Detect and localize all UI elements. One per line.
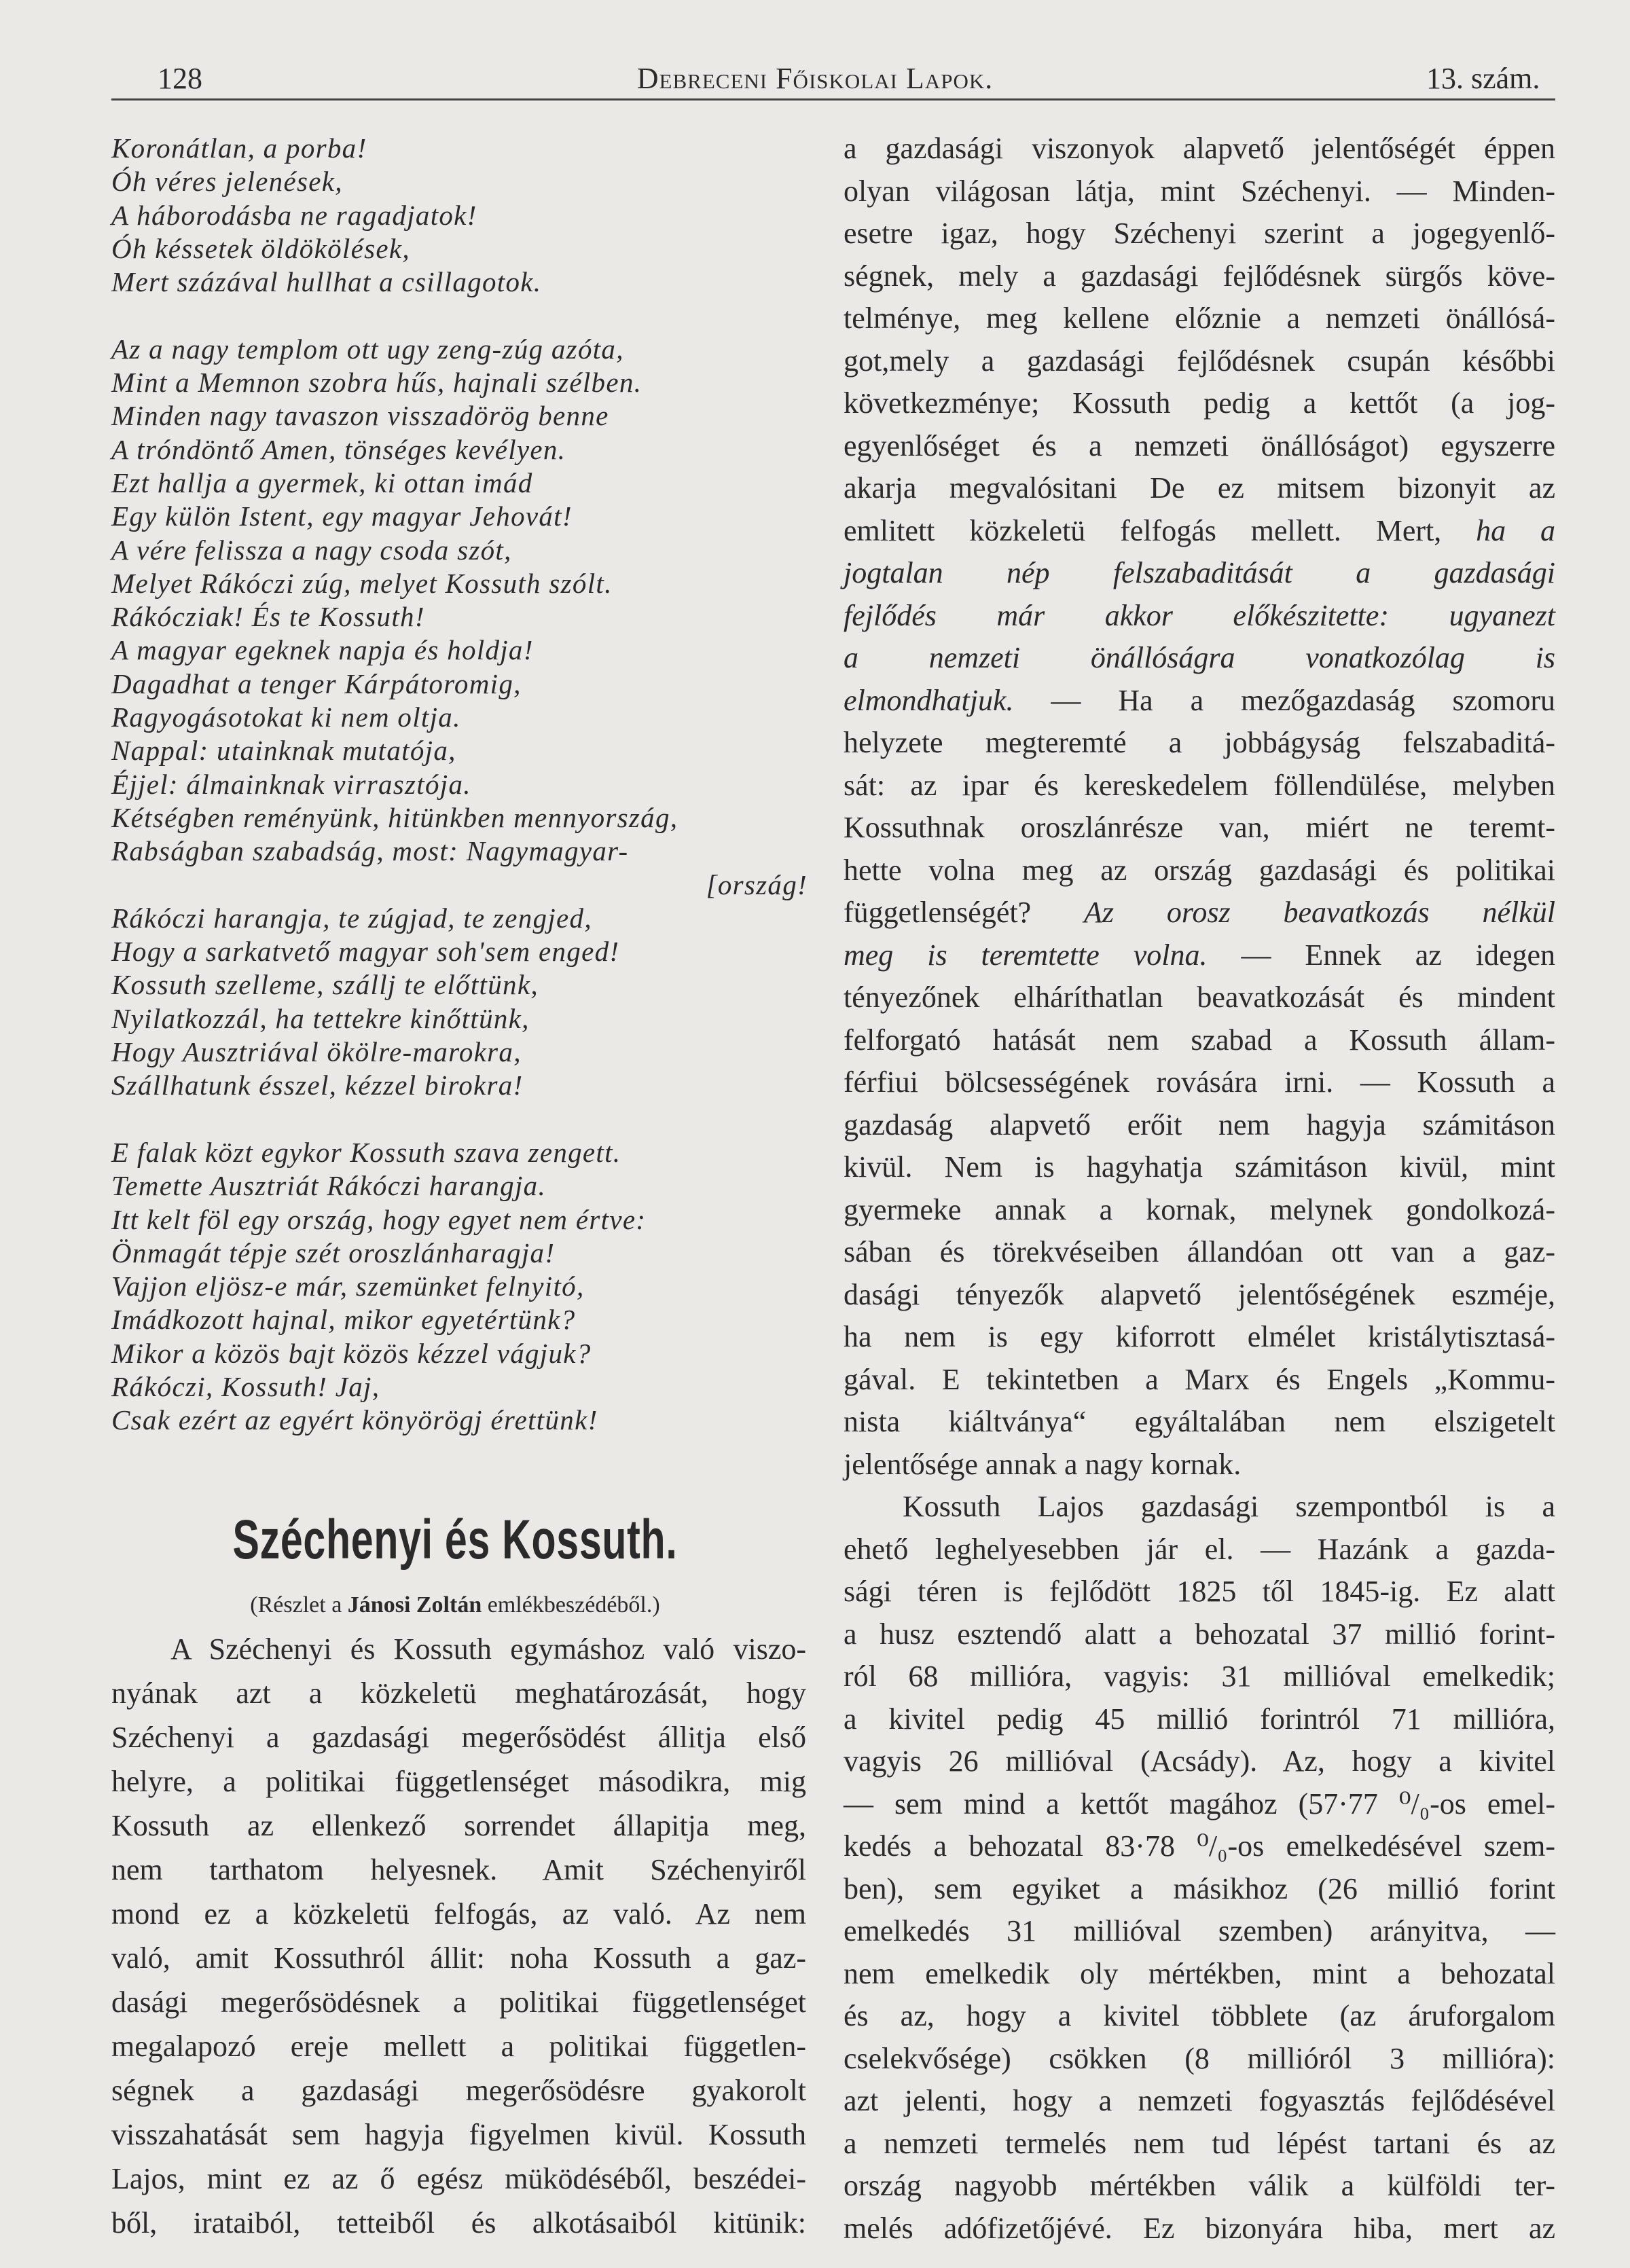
header-rule xyxy=(111,98,1555,100)
text-line: visszahatását sem hagyja figyelmen kivül. Kossuth xyxy=(111,2118,806,2151)
poem-line: Mikor a közös bajt közös kézzel vágjuk? xyxy=(111,1337,592,1369)
poem-line: Óh késsetek öldökölések, xyxy=(111,232,410,264)
text-line xyxy=(844,892,1555,934)
text-line: cselekvősége) csökken (8 millióról 3 millióra): xyxy=(844,2041,1555,2075)
text-line: a nemzeti termelés nem tud lépést tartani és az xyxy=(844,2126,1555,2160)
text-line: ország nagyobb mértékben válik a külföldi ter- xyxy=(844,2169,1555,2202)
poem-line: Kétségben reményünk, hitünkben mennyország, xyxy=(111,801,678,833)
text-line: gazdaság alapvető erőit nem hagyja számitáson xyxy=(844,1108,1555,1141)
text-line: ségnek a gazdasági megerősödésre gyakorolt xyxy=(111,2074,806,2107)
journal-title: Debreceni Főiskolai Lapok. xyxy=(636,62,994,95)
text-line: ról 68 millióra, vagyis: 31 millióval emelkedik; xyxy=(844,1660,1555,1693)
poem-line: A háborodásba ne ragadjatok! xyxy=(111,199,477,231)
poem-line: Ezt hallja a gyermek, ki ottan imád xyxy=(111,467,533,498)
text-line: kedés a behozatal 83·78 ⁰/₀-os emelkedésével szem- xyxy=(844,1829,1555,1863)
text-line: Kossuthnak oroszlánrésze van, miért ne teremt- xyxy=(844,811,1555,844)
poem-line: Vajjon eljösz-e már, szemünket felnyitó, xyxy=(111,1270,585,1302)
text-line: emelkedés 31 millióval szemben) arányitva, — xyxy=(844,1914,1555,1947)
text-line xyxy=(844,595,1555,638)
text-line: — sem mind a kettőt magához (57·77 ⁰/₀-os emel- xyxy=(844,1787,1555,1821)
poem-line: A magyar egeknek napja és holdja! xyxy=(111,634,534,666)
emphasized-text: elmondhatjuk. xyxy=(844,683,1014,717)
poem-line: E falak közt egykor Kossuth szava zengett. xyxy=(111,1136,621,1168)
poem-line: [ország! xyxy=(706,868,808,900)
poem-line: Hogy a sarkatvető magyar soh'sem enged! xyxy=(111,936,620,968)
text-line: sában és törekvéseiben állandóan ott van a gaz- xyxy=(844,1235,1555,1268)
text-line: melés adófizetőjévé. Ez bizonyára hiba, mert az xyxy=(844,2211,1555,2245)
poem-line: Óh véres jelenések, xyxy=(111,166,343,198)
stanza-break xyxy=(111,1103,831,1136)
text-line: Kossuth Lajos gazdasági szempontból is a xyxy=(903,1490,1555,1523)
text-line: jelentősége annak a nagy kornak. xyxy=(844,1447,1242,1481)
poem-line: Temette Ausztriát Rákóczi harangja. xyxy=(111,1170,546,1202)
poem-line: Mert százával hullhat a csillagotok. xyxy=(111,266,542,298)
text-line: kivül. Nem is hagyhatja számitáson kivül, mint xyxy=(844,1150,1555,1184)
poem-line: Rákóczi, Kossuth! Jaj, xyxy=(111,1370,380,1402)
poem-line: Kossuth szelleme, szállj te előttünk, xyxy=(111,969,539,1001)
text-line: ehető leghelyesebben jár el. — Hazánk a gazda- xyxy=(844,1532,1555,1566)
text-line: ségnek, mely a gazdasági fejlődésnek sürgős köve- xyxy=(844,259,1555,293)
emphasized-text: jogtalan nép felszabaditását a gazdasági xyxy=(844,556,1555,589)
text-line: a gazdasági viszonyok alapvető jelentőségét éppen xyxy=(844,132,1555,165)
text-line: ben), sem egyiket a másikhoz (26 millió forint xyxy=(844,1871,1555,1905)
author-name: Jánosi Zoltán xyxy=(347,1592,482,1617)
poem-line: Itt kelt föl egy ország, hogy egyet nem értve: xyxy=(111,1203,647,1235)
poem-line: A tróndöntő Amen, tönséges kevélyen. xyxy=(111,433,566,465)
text-line: való, amit Kossuthról állit: noha Kossuth a gaz- xyxy=(111,1941,806,1975)
poem-line: Nyilatkozzál, ha tettekre kinőttünk, xyxy=(111,1002,530,1034)
poem-line: Ragyogásotokat ki nem oltja. xyxy=(111,701,461,733)
text-line: mond ez a közkeletü felfogás, az való. Az nem xyxy=(111,1897,806,1931)
poem-line: Rákóczi harangja, te zúgjad, te zengjed, xyxy=(111,902,592,934)
text-line: következménye; Kossuth pedig a kettőt (a jog- xyxy=(844,386,1555,420)
text-line: got,mely a gazdasági fejlődésnek csupán későbbi xyxy=(844,344,1555,378)
poem-line: Hogy Ausztriával ökölre-marokra, xyxy=(111,1036,522,1068)
text-line: a husz esztendő alatt a behozatal 37 millió forint- xyxy=(844,1617,1555,1651)
text-line: A Széchenyi és Kossuth egymáshoz való viszo- xyxy=(170,1632,806,1666)
poem-line: A vére felissza a nagy csoda szót, xyxy=(111,534,512,566)
text-line: megalapozó ereje mellett a politikai független- xyxy=(111,2030,806,2063)
article-body-left-column xyxy=(111,1627,806,2245)
emphasized-text: meg is teremtette volna. xyxy=(844,938,1208,972)
text-line: akarja megvalósitani De ez mitsem bizonyit az xyxy=(844,471,1555,505)
text-line: egyenlőséget és a nemzeti önállóságot) egyszerre xyxy=(844,428,1555,462)
poem-line: Egy külön Istent, egy magyar Jehovát! xyxy=(111,500,573,532)
text-line: Széchenyi a gazdasági megerősödést állitja első xyxy=(111,1721,806,1754)
poem-line: Mint a Memnon szobra hűs, hajnali szélben. xyxy=(111,367,642,399)
emphasized-text: fejlődés már akkor előkészitette: ugyanezt xyxy=(844,598,1555,632)
text-line: sát: az ipar és kereskedelem föllendülése, melyben xyxy=(844,768,1555,802)
text-line: ből, irataiból, tetteiből és alkotásaiból kitünik: xyxy=(111,2206,806,2239)
text-line: esetre igaz, hogy Széchenyi szerint a jogegyenlő- xyxy=(844,217,1555,250)
text-line: ha nem is egy kiforrott elmélet kristálytisztasá- xyxy=(844,1320,1555,1353)
text-line: helyre, a politikai függetlenséget másodikra, mig xyxy=(111,1765,806,1798)
poem-line: Szállhatunk ésszel, kézzel birokra! xyxy=(111,1069,524,1101)
poem-line: Koronátlan, a porba! xyxy=(111,132,367,164)
issue-number: 13. szám. xyxy=(1426,62,1540,95)
text-line: helyzete megteremté a jobbágyság felszabaditá- xyxy=(844,726,1555,759)
poem-line: Csak ezért az egyért könyörögj érettünk! xyxy=(111,1404,598,1436)
text-line: gyermeke annak a kornak, melynek gondolkozá- xyxy=(844,1192,1555,1226)
text-line xyxy=(844,680,1555,723)
poem-line: Rákócziak! És te Kossuth! xyxy=(111,601,425,633)
text-line: Kossuth az ellenkező sorrendet állapitja meg, xyxy=(111,1809,806,1842)
text-line: és az, hogy a kivitel többlete (az áruforgalom xyxy=(844,1999,1555,2032)
text-line xyxy=(844,637,1555,680)
poem-line: Melyet Rákóczi zúg, melyet Kossuth szólt. xyxy=(111,567,613,599)
text-line: azt jelenti, hogy a nemzeti fogyasztás fejlődésével xyxy=(844,2084,1555,2117)
emphasized-text: Az orosz beavatkozás nélkül xyxy=(1084,896,1555,929)
poem-line: Dagadhat a tenger Kárpátoromig, xyxy=(111,667,522,699)
text-line: vagyis 26 millióval (Acsády). Az, hogy a kivitel xyxy=(844,1744,1555,1778)
article-subtitle xyxy=(115,1589,795,1622)
text-line: Lajos, mint ez az ő egész müködéséből, beszédei- xyxy=(111,2162,806,2195)
subtitle-suffix: emlékbeszédéből.) xyxy=(482,1592,660,1617)
text-line: telménye, meg kellene előznie a nemzeti önállósá- xyxy=(844,301,1555,335)
poem xyxy=(111,132,831,1438)
text-line: hette volna meg az ország gazdasági és politikai xyxy=(844,853,1555,887)
emphasized-text: a nemzeti önállóságra vonatkozólag is xyxy=(844,641,1555,674)
text-line: dasági tényezők alapvető jelentőségének eszméje, xyxy=(844,1277,1555,1311)
stanza-break xyxy=(111,299,831,332)
text-line: nem tarthatom helyesnek. Amit Széchenyiről xyxy=(111,1853,806,1886)
text-line: nista kiáltványa“ egyáltalában nem elszigetelt xyxy=(844,1405,1555,1438)
poem-line: Nappal: utainknak mutatója, xyxy=(111,735,456,767)
article-title: Széchenyi és Kossuth. xyxy=(232,1509,678,1571)
poem-line: Éjjel: álmainknak virrasztója. xyxy=(111,768,471,800)
text-line: férfiui bölcsességének rovására irni. — Kossuth a xyxy=(844,1065,1555,1099)
article-body-right-column xyxy=(844,128,1555,2250)
text-line: gával. E tekintetben a Marx és Engels „Kommu- xyxy=(844,1362,1555,1396)
text-line: tényezőnek elháríthatlan beavatkozását és mindent xyxy=(844,981,1555,1014)
text-segment: függetlenségét? xyxy=(844,896,1084,929)
poem-line: Önmagát tépje szét oroszlánharagja! xyxy=(111,1237,556,1268)
poem-line: Minden nagy tavaszon visszadörög benne xyxy=(111,400,609,432)
text-line: a kivitel pedig 45 millió forintról 71 millióra, xyxy=(844,1702,1555,1736)
text-line: olyan világosan látja, mint Széchenyi. — Minden- xyxy=(844,174,1555,208)
text-line xyxy=(844,510,1555,553)
text-segment: — Ennek az idegen xyxy=(1207,938,1555,972)
text-line xyxy=(844,552,1555,595)
page-number: 128 xyxy=(158,62,202,95)
text-line: felforgató hatását nem szabad a Kossuth állam- xyxy=(844,1023,1555,1057)
text-line: nyának azt a közkeletü meghatározását, hogy xyxy=(111,1677,806,1710)
text-segment: emlitett közkeletü felfogás mellett. Mert, xyxy=(844,513,1477,547)
subtitle-prefix: (Részlet a xyxy=(250,1592,348,1617)
text-segment: — Ha a mezőgazdaság szomoru xyxy=(1013,683,1555,717)
text-line: dasági megerősödésnek a politikai függetlenséget xyxy=(111,1986,806,2019)
emphasized-text: ha a xyxy=(1476,513,1555,547)
text-line xyxy=(844,934,1555,977)
text-line: nem emelkedik oly mértékben, mint a behozatal xyxy=(844,1956,1555,1990)
text-line: sági téren is fejlődött 1825 től 1845-ig. Ez alatt xyxy=(844,1575,1555,1608)
poem-line: Imádkozott hajnal, mikor egyetértünk? xyxy=(111,1304,576,1336)
poem-line: Az a nagy templom ott ugy zeng-zúg azóta, xyxy=(111,333,624,365)
poem-line: Rabságban szabadság, most: Nagymagyar- xyxy=(111,835,629,867)
